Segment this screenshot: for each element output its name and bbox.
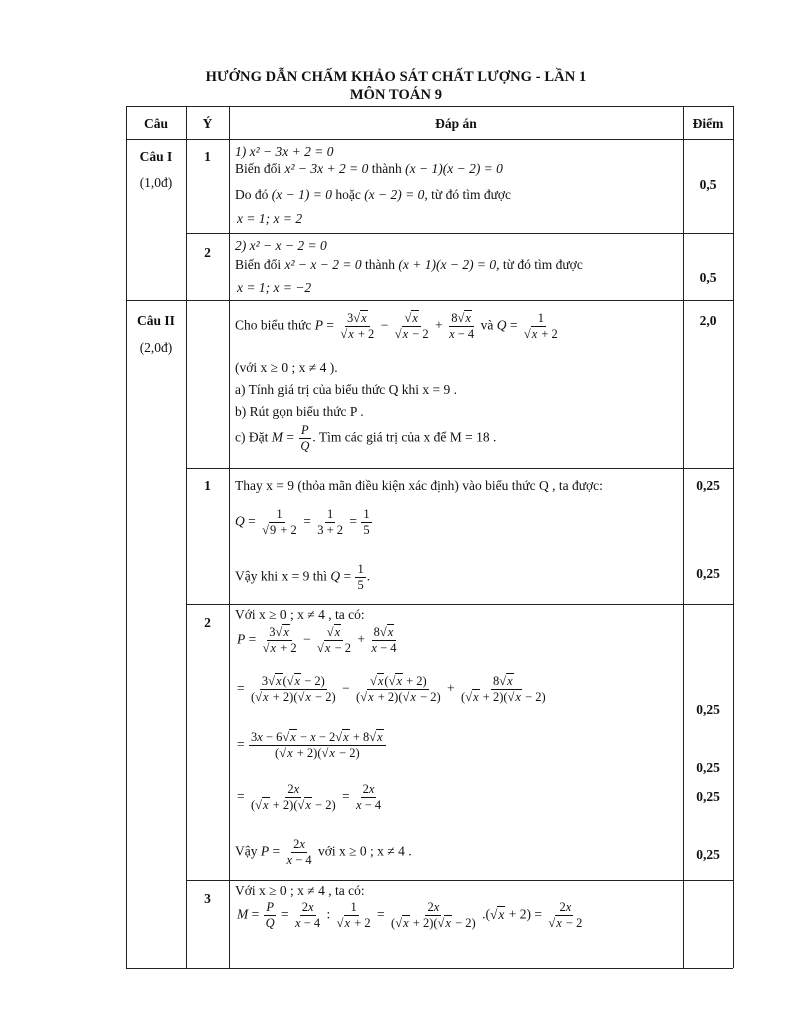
cau2-y1-score1: 0,25 bbox=[696, 478, 720, 493]
cau1-y2-num: 2 bbox=[204, 245, 211, 260]
cau2-points: (2,0đ) bbox=[139, 340, 173, 355]
cau2-y2-step3: = $\frac{3x - 6√x - x - 2√x + 8√x}{(√x + 2)(√x - 2)}$ bbox=[237, 731, 387, 760]
cau2-y3-num: 3 bbox=[204, 891, 211, 906]
cau2-y2-step1: P = $\frac{3√x}{√x + 2}$ − $\frac{√x}{√x - 2}$ + $\frac{8√x}{x - 4}$ bbox=[237, 625, 397, 656]
cau2-condition: (với x ≥ 0 ; x ≠ 4 ). bbox=[235, 360, 338, 375]
cau2-y2-line1: Với x ≥ 0 ; x ≠ 4 , ta có: bbox=[235, 607, 365, 622]
cau1-label: Câu I bbox=[139, 149, 173, 164]
cau2-y1-score2: 0,25 bbox=[696, 566, 720, 581]
header-dap-an: Đáp án bbox=[435, 116, 477, 131]
cau2-y2-score4: 0,25 bbox=[696, 847, 720, 862]
cau2-y2-step2: = $\frac{3√x(√x - 2)}{(√x + 2)(√x - 2)}$ − $\frac{√x(√x + 2)}{(√x + 2)(√x - 2)}$ + $\frac{8√x}{(√x + 2)(√x - 2)}$ bbox=[237, 674, 546, 705]
cau1-y1-line4: x = 1; x = 2 bbox=[237, 211, 303, 226]
cau2-y2-score3: 0,25 bbox=[696, 789, 720, 804]
cau1-y1-line3: Do đó (x − 1) = 0 hoặc (x − 2) = 0, từ đó tìm được bbox=[235, 187, 512, 202]
header-y: Ý bbox=[202, 116, 213, 131]
doc-title: HƯỚNG DẪN CHẤM KHẢO SÁT CHẤT LƯỢNG - LẦN 1 bbox=[205, 69, 587, 85]
cau2-intro: Cho biểu thức P = $\frac{3√x}{√x + 2}$ − $\frac{√x}{√x - 2}$ + $\frac{8√x}{x - 4}$ và Q = $\frac{1}{√x + 2}$ bbox=[235, 311, 558, 342]
doc-subtitle: MÔN TOÁN 9 bbox=[349, 87, 443, 103]
cau2-label: Câu II bbox=[137, 313, 175, 328]
cau1-y2-line3: x = 1; x = −2 bbox=[237, 280, 312, 295]
cau2-total-score: 2,0 bbox=[699, 313, 717, 328]
cau2-y1-conclusion: Vậy khi x = 9 thì Q = $\frac{1}{5}$ . bbox=[235, 562, 371, 593]
cau1-y2-score: 0,5 bbox=[699, 270, 717, 285]
cau2-y2-num: 2 bbox=[204, 615, 211, 630]
cau1-y2-line1: 2) x² − x − 2 = 0 bbox=[235, 238, 327, 253]
cau2-y3-line1: Với x ≥ 0 ; x ≠ 4 , ta có: bbox=[235, 883, 365, 898]
cau2-y3-calc: M = $\frac{P}{Q}$ = $\frac{2x}{x - 4}$ : $\frac{1}{√x + 2}$ = $\frac{2x}{(√x + 2)(√x - 2)}$ .(√x + 2) = $\frac{2x}{√x - 2}$ bbox=[237, 900, 583, 931]
header-diem: Điểm bbox=[692, 116, 724, 131]
cau2-y2-step4: = $\frac{2x}{(√x + 2)(√x - 2)}$ = $\frac{2x}{x - 4}$ bbox=[237, 782, 382, 813]
cau2-y2-conclusion: Vậy P = $\frac{2x}{x - 4}$ với x ≥ 0 ; x ≠ 4 . bbox=[235, 837, 412, 868]
cau1-y1-num: 1 bbox=[204, 149, 211, 164]
cau2-y1-line1: Thay x = 9 (thỏa mãn điều kiện xác định) vào biểu thức Q , ta được: bbox=[235, 478, 603, 493]
cau2-question-b: b) Rút gọn biểu thức P . bbox=[235, 404, 364, 419]
cau2-y1-num: 1 bbox=[204, 478, 211, 493]
cau2-question-a: a) Tính giá trị của biểu thức Q khi x = 9 . bbox=[235, 382, 458, 397]
cau1-y2-line2: Biến đổi x² − x − 2 = 0 thành (x + 1)(x − 2) = 0, từ đó tìm được bbox=[235, 257, 583, 272]
cau2-y2-score2: 0,25 bbox=[696, 760, 720, 775]
cau1-y1-score: 0,5 bbox=[699, 177, 717, 192]
header-cau: Câu bbox=[143, 116, 168, 131]
cau2-question-c: c) Đặt M = $\frac{P}{Q}$ . Tìm các giá trị của x để M = 18 . bbox=[235, 423, 497, 454]
cau2-y1-calc: Q = $\frac{1}{√9 + 2}$ = $\frac{1}{3 + 2}$ = $\frac{1}{5}$ bbox=[235, 507, 370, 538]
cau1-y1-line1: 1) x² − 3x + 2 = 0 bbox=[235, 144, 334, 159]
cau2-y2-score1: 0,25 bbox=[696, 702, 720, 717]
cau1-y1-line2: Biến đổi x² − 3x + 2 = 0 thành (x − 1)(x − 2) = 0 bbox=[235, 161, 503, 176]
cau1-points: (1,0đ) bbox=[139, 175, 173, 190]
